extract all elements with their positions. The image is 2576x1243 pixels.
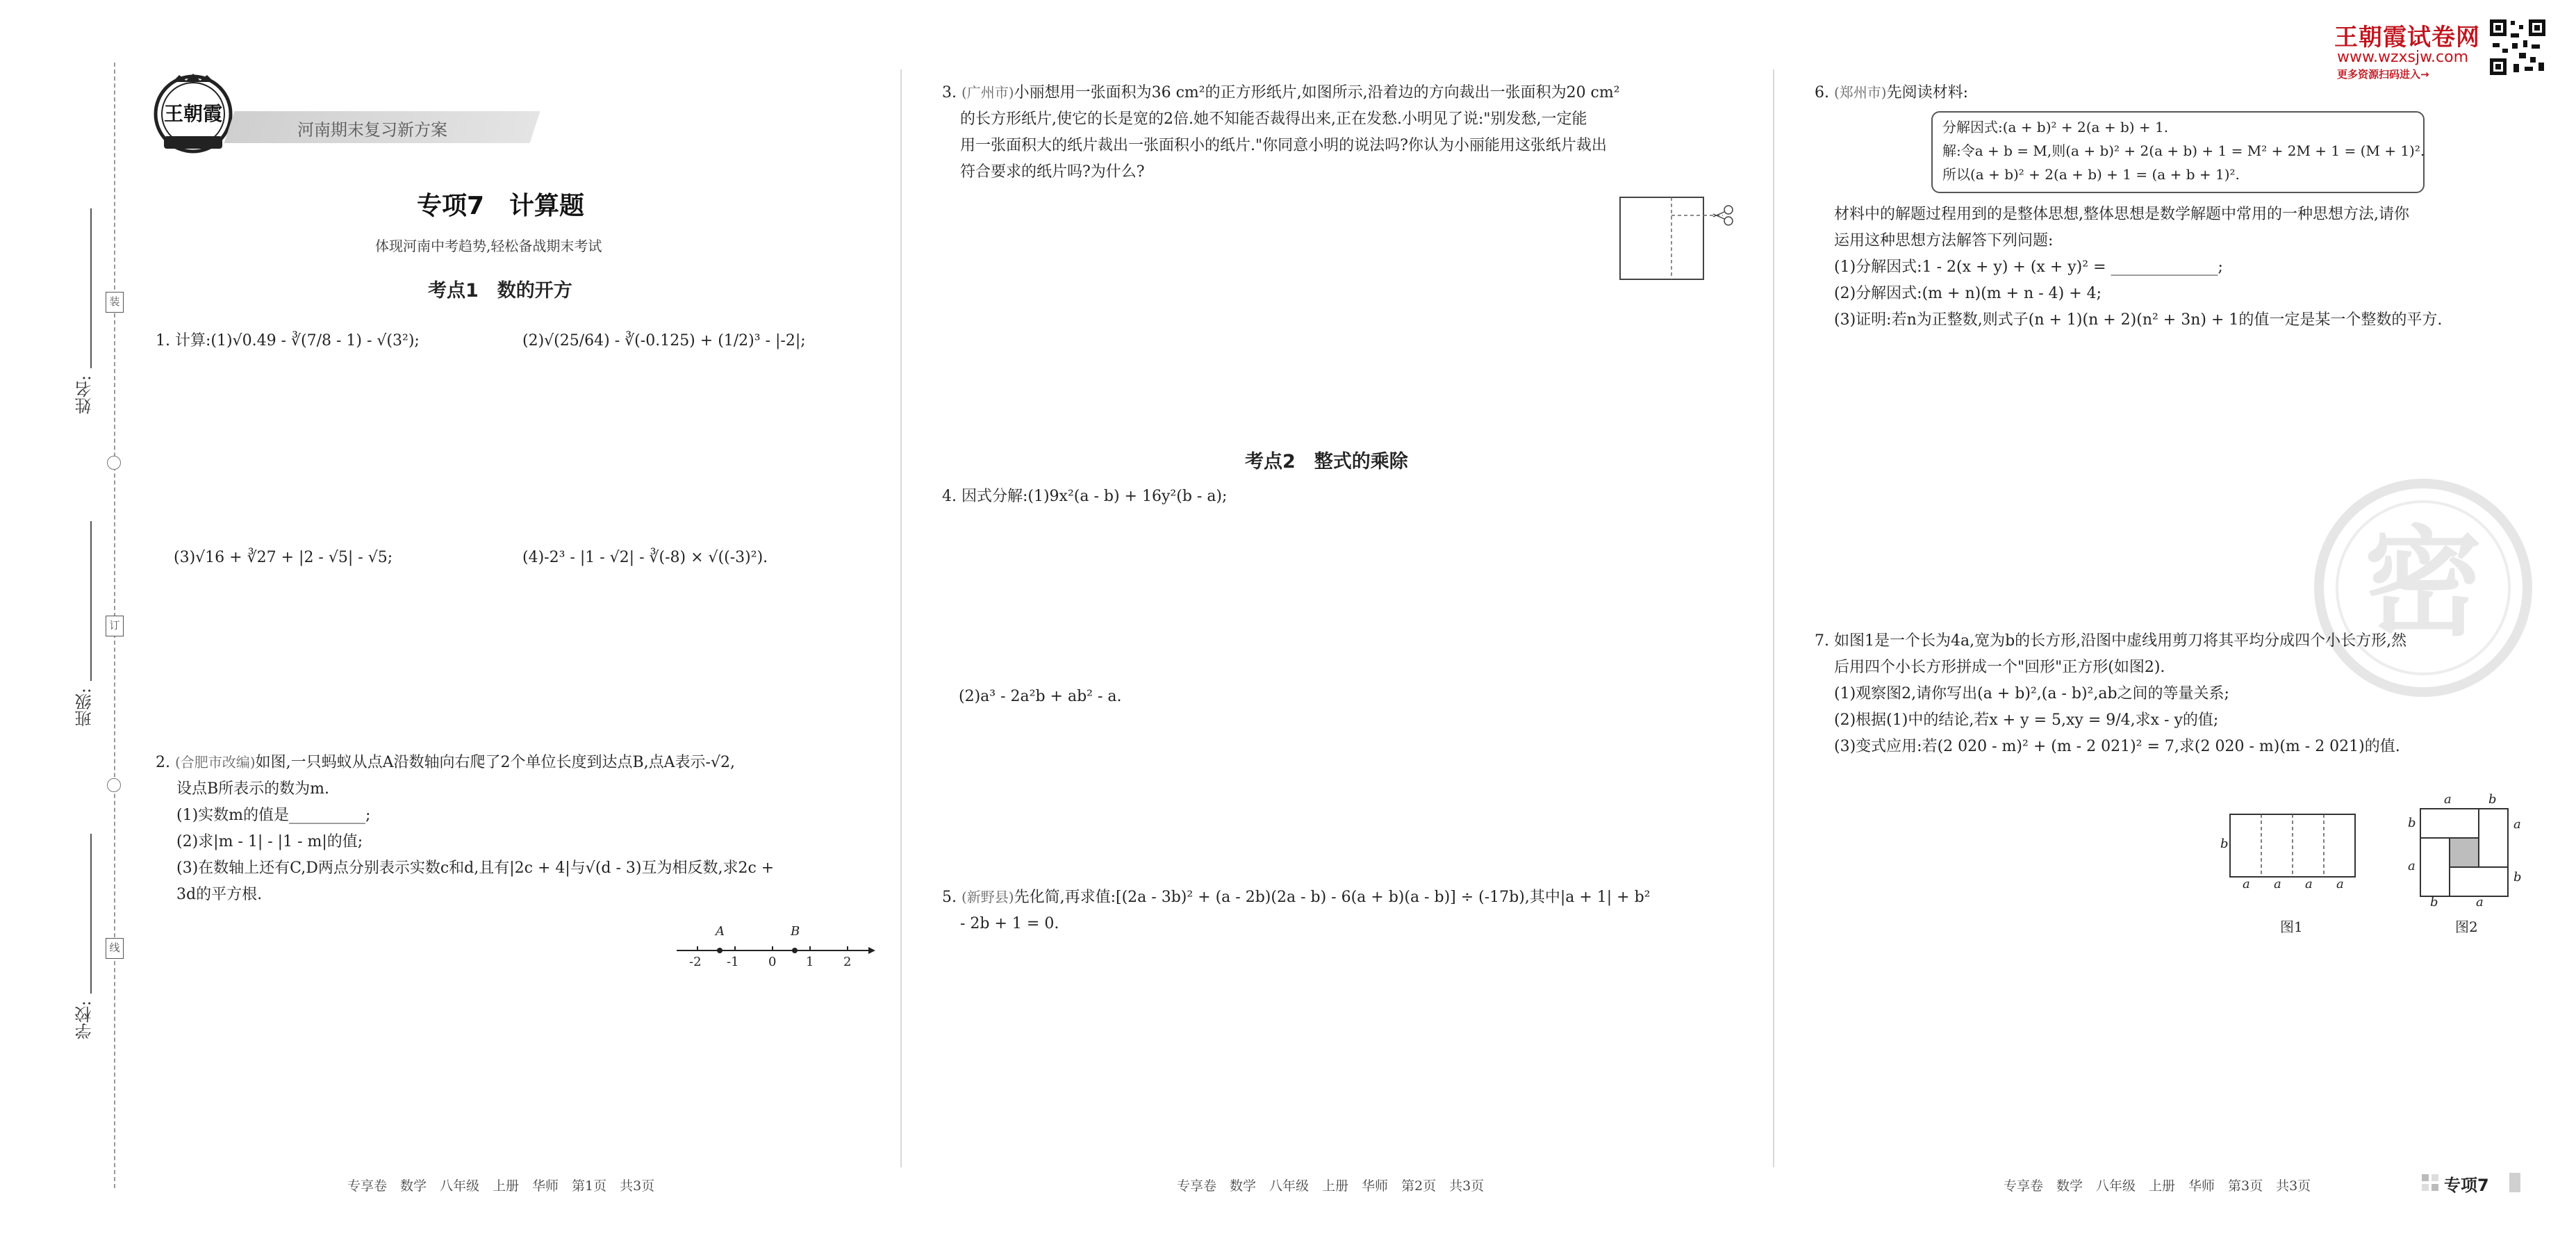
fig2-label-b: b [2513,870,2522,884]
q1-part-4: (4)-2³ - |1 - √2| - ∛(-8) × √((-3)²). [522,549,768,566]
seal-zhuang: 装 [106,292,124,313]
name-label: 姓名: [75,375,94,415]
watermark-text: 密 [2363,515,2482,652]
q6-line-4: (2)分解因式:(m + n)(m + n - 4) + 4; [1834,285,2102,302]
q6-line-3: (1)分解因式:1 - 2(x + y) + (x + y)² = ______________; [1834,258,2223,276]
question-1-part-3 [174,545,393,571]
number-line-figure [674,921,875,970]
tick-label: -1 [727,955,739,969]
corner-grid-icon [2422,1174,2440,1191]
q5-line-2: - 2b + 1 = 0. [960,915,1059,932]
question-1-part-2 [522,328,806,354]
question-6: 6. (郑州市)先阅读材料: [1815,84,1969,101]
question-1-part-4 [522,545,768,571]
material-line-1: 分解因式:(a + b)² + 2(a + b) + 1. [1942,119,2169,135]
figure-2 [2400,792,2525,910]
fig1-label-a: a [2336,877,2344,891]
fig2-label-a: a [2476,895,2484,909]
corner-tag [2422,1171,2526,1194]
q3-line-2: 的长方形纸片,使它的长是宽的2倍.她不知能否裁得出来,正在发愁.小明见了说:"别发愁,一定能 [960,110,1587,128]
question-4-part-2 [959,684,1122,710]
page-subtitle: 体现河南中考趋势,轻松备战期末考试 [375,238,602,254]
question-3: 3. (广州市)小丽想用一张面积为36 cm²的正方形纸片,如图所示,沿着边的方向裁出一张面积为20 cm² 的长方形纸片,使它的长是宽的2倍.她不知能否裁得出来,正在发愁.小明见了说:"别发愁,一定能 用一张面积大的纸片裁出一张面积小的纸片."你同意小明的说法吗?你认为小丽能用这张纸片裁出 符合要求的纸片吗?为什么? [942,79,1620,186]
tick-label: 2 [843,955,852,969]
site-url: www.wzxsjw.com [2337,49,2469,66]
q7-line-3: (1)观察图2,请你写出(a + b)²,(a - b)²,ab之间的等量关系; [1834,685,2229,702]
name-blank-line [90,208,92,368]
question-2: 2. (合肥市改编)如图,一只蚂蚁从点A沿数轴向右爬了2个单位长度到达点B,点A表示-√2, 设点B所表示的数为m. (1)实数m的值是__________; (2)求|m - 1| - |1 - m|的值; (3)在数轴上还有C,D两点分别表示实数c和d,且有|2c + 4|与√(d - 3)互为相反数,求2c + 3d的平方根. [156,749,774,908]
material-line-2: 解:令a + b = M,则(a + b)² + 2(a + b) + 1 = M² + 2M + 1 = (M + 1)². [1942,142,2425,159]
paper-cut-icon [1619,196,1744,282]
q1-part-2: (2)√(25/64) - ∛(-0.125) + (1/2)³ - |-2|; [522,332,806,349]
banner-text: 河南期末复习新方案 [297,120,447,140]
q2-line-6: 3d的平方根. [176,886,263,903]
fig1-label-a: a [2243,877,2250,891]
q4-part-1: 4. 因式分解:(1)9x²(a - b) + 16y²(b - a); [942,488,1228,505]
section-1-title: 考点1 数的开方 [428,280,572,302]
figure-1 [2220,813,2366,910]
q7-line-4: (2)根据(1)中的结论,若x + y = 5,xy = 9/4,求x - y的值; [1834,711,2219,729]
q1-part-3: (3)√16 + ∛27 + |2 - √5| - √5; [174,549,393,566]
q6-line-5: (3)证明:若n为正整数,则式子(n + 1)(n + 2)(n² + 3n) + 1的值一定是某一个整数的平方. [1834,311,2443,329]
q5-line-1: 先化简,再求值:[(2a - 3b)² + (a - 2b)(2a - b) - 6(a + b)(a - b)] ÷ (-17b),其中|a + 1| + b² [1014,889,1651,906]
footer-page-2: 专享卷 数学 八年级 上册 华师 第2页 共3页 [1177,1178,1485,1194]
page-title: 专项7 计算题 [417,192,585,220]
q2-line-1: 如图,一只蚂蚁从点A沿数轴向右爬了2个单位长度到达点B,点A表示-√2, [255,754,735,771]
q7-line-1: 7. 如图1是一个长为4a,宽为b的长方形,沿图中虚线用剪刀将其平均分成四个小长方形,然 [1815,632,2407,650]
q2-line-3: (1)实数m的值是__________; [176,807,371,824]
paper-cut-figure [1619,196,1744,282]
q4-part-2: (2)a³ - 2a²b + ab² - a. [959,688,1122,705]
figure-2-caption: 图2 [2455,919,2478,935]
q1-part-1: 1. 计算:(1)√0.49 - ∛(7/8 - 1) - √(3²); [156,332,420,349]
q3-line-1: 小丽想用一张面积为36 cm²的正方形纸片,如图所示,沿着边的方向裁出一张面积为20 cm² [1014,84,1620,101]
question-6-body [1834,201,2442,334]
site-slogan: 更多资源扫码进入→ [2337,68,2429,81]
point-b-label: B [791,924,800,939]
q6-line-1: 材料中的解题过程用到的是整体思想,整体思想是数学解题中常用的一种思想方法,请你 [1834,206,2409,223]
q2-line-5: (3)在数轴上还有C,D两点分别表示实数c和d,且有|2c + 4|与√(d - 3)互为相反数,求2c + [176,859,775,877]
footer-page-3: 专享卷 数学 八年级 上册 华师 第3页 共3页 [2004,1178,2311,1194]
fig1-label-a: a [2274,877,2281,891]
fig2-label-b: b [2408,816,2416,830]
q3-source: (广州市) [961,84,1014,101]
q5-source: (新野县) [961,889,1014,905]
q6-line-2: 运用这种思想方法解答下列问题: [1834,232,2054,249]
q3-line-3: 用一张面积大的纸片裁出一张面积小的纸片."你同意小明的说法吗?你认为小丽能用这张纸片裁出 [960,137,1607,154]
footer-page-1: 专享卷 数学 八年级 上册 华师 第1页 共3页 [347,1178,655,1194]
question-5: 5. (新野县)先化简,再求值:[(2a - 3b)² + (a - 2b)(2a - b) - 6(a + b)(a - b)] ÷ (-17b),其中|a + 1| + b² - 2b + 1 = 0. [942,884,1651,937]
q2-line-4: (2)求|m - 1| - |1 - m|的值; [176,833,363,850]
question-4 [942,484,1227,510]
column-divider [900,69,902,1167]
fig2-label-b: b [2430,895,2438,909]
question-1 [156,328,420,354]
binding-dot [107,778,121,792]
material-line-3: 所以(a + b)² + 2(a + b) + 1 = (a + b + 1)². [1942,166,2240,183]
fig2-label-a: a [2408,859,2416,873]
column-divider [1773,69,1774,1167]
rectangle-4a-by-b-icon [2220,813,2366,882]
figure-1-caption: 图1 [2280,919,2303,935]
tick-label: -2 [689,955,702,969]
question-7 [1815,628,2406,760]
square-ring-icon [2400,792,2525,910]
q6-intro: 先阅读材料: [1886,84,1969,101]
point-a-label: A [716,924,725,939]
tick-label: 0 [768,955,777,969]
q7-line-2: 后用四个小长方形拼成一个"回形"正方形(如图2). [1834,659,2165,676]
fig2-label-a: a [2513,817,2521,832]
fig1-label-b: b [2220,837,2229,851]
school-blank-line [90,834,92,994]
fig1-label-a: a [2305,877,2313,891]
binding-dot [107,456,121,470]
q3-line-4: 符合要求的纸片吗?为什么? [960,163,1145,181]
logo [151,72,235,156]
logo-text: 王朝霞 [163,102,222,125]
corner-label: 专项7 [2444,1176,2489,1195]
fig2-label-b: b [2488,792,2497,807]
class-blank-line [90,521,92,681]
corner-bar [2509,1173,2520,1192]
seal-xian: 线 [106,938,124,959]
site-branding [2334,18,2550,81]
school-label: 学校: [75,1001,94,1040]
fig2-label-a: a [2444,792,2452,807]
qr-code-icon [2488,18,2547,76]
q2-source: (合肥市改编) [174,754,256,771]
class-label: 班级: [75,688,94,727]
site-name: 王朝霞试卷网 [2334,24,2480,51]
material-box [1931,111,2425,193]
q6-source: (郑州市) [1833,84,1887,101]
seal-ding: 订 [106,616,124,636]
q2-line-2: 设点B所表示的数为m. [176,780,330,798]
tick-label: 1 [806,955,814,969]
q7-line-5: (3)变式应用:若(2 020 - m)² + (m - 2 021)² = 7,求(2 020 - m)(m - 2 021)的值. [1834,738,2400,755]
section-2-title: 考点2 整式的乘除 [1245,451,1408,472]
